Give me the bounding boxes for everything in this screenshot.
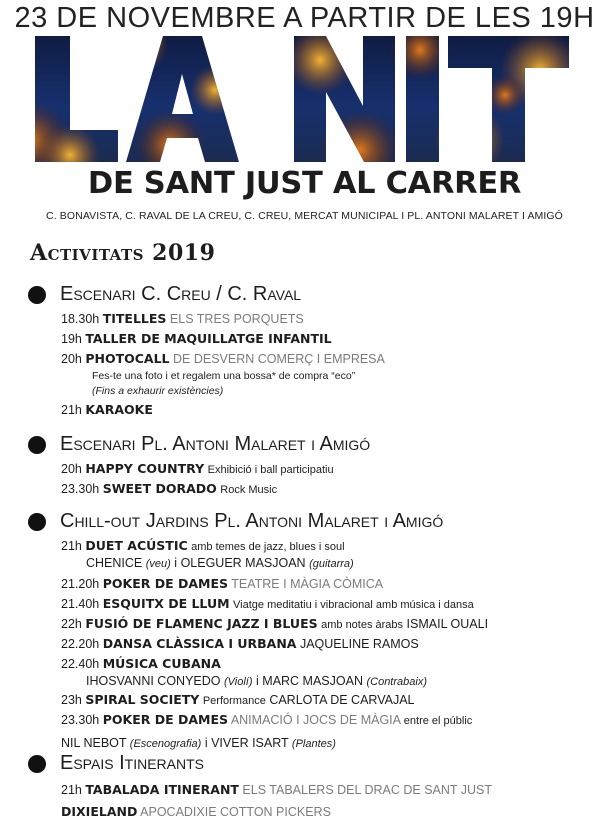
title-la-nit [0, 30, 609, 168]
stage-name: Chill-out Jardins Pl. Antoni Malaret i Amigó [60, 510, 444, 532]
photocall-note-sub: (Fins a exhaurir existències) [92, 385, 224, 397]
photocall-note: Fes-te una foto i et regalem una bossa* de compra “eco” [92, 370, 356, 382]
streets-line: C. BONAVISTA, C. RAVAL DE LA CREU, C. CREU, MERCAT MUNICIPAL I PL. ANTONI MALARET I AMIGÓ [46, 210, 563, 222]
stage-name: Escenari Pl. Antoni Malaret i Amigó [60, 433, 371, 455]
performers-row: IHOSVANNI CONYEDO (Violí) i MARC MASJOAN (Contrabaix) [86, 674, 427, 688]
event-row: DIXIELAND APOCADIXIE COTTON PICKERS [61, 804, 331, 819]
event-row: 23.30h POKER DE DAMES ANIMACIÓ I JOCS DE MÀGIA entre el públic [61, 712, 473, 727]
stage-name: Espais Itinerants [60, 752, 204, 774]
stage-itinerants [28, 752, 204, 775]
event-row: 22.20h DANSA CLÀSSICA I URBANA JAQUELINE RAMOS [61, 636, 419, 651]
event-row: 18.30h TITELLES ELS TRES PORQUETS [61, 311, 304, 326]
date-line: 23 DE NOVEMBRE A PARTIR DE LES 19H [14, 2, 595, 34]
activities-heading: Activitats 2019 [30, 240, 216, 266]
event-row: 21h DUET ACÚSTIC amb temes de jazz, blues i soul [61, 538, 345, 553]
bullet-dot [28, 513, 46, 531]
event-row: 23h SPIRAL SOCIETY Performance CARLOTA DE CARVAJAL [61, 692, 415, 707]
stage-malaret [28, 433, 370, 456]
credits-row: NIL NEBOT (Escenografia) i VIVER ISART (Plantes) [61, 736, 336, 750]
subtitle: DE SANT JUST AL CARRER [87, 166, 522, 201]
event-row: 19h TALLER DE MAQUILLATGE INFANTIL [61, 331, 332, 346]
event-row: 21.20h POKER DE DAMES TEATRE I MÀGIA CÒMICA [61, 576, 384, 591]
stage-name: Escenari C. Creu / C. Raval [60, 283, 302, 305]
event-row: 21h TABALADA ITINERANT ELS TABALERS DEL DRAC DE SANT JUST [61, 782, 493, 797]
bullet-dot [28, 755, 46, 773]
event-row: 23.30h SWEET DORADO Rock Music [61, 481, 278, 496]
bullet-dot [28, 436, 46, 454]
event-row: 20h HAPPY COUNTRY Exhibició i ball participatiu [61, 461, 334, 476]
event-row: 21h KARAOKE [61, 402, 153, 417]
stage-chill-out [28, 510, 443, 533]
event-row: 22h FUSIÓ DE FLAMENC JAZZ I BLUES amb notes àrabs ISMAIL OUALI [61, 616, 489, 631]
event-row: 20h PHOTOCALL DE DESVERN COMERÇ I EMPRESA [61, 351, 385, 366]
event-row: 22.40h MÚSICA CUBANA [61, 656, 221, 671]
performers-row: CHENICE (veu) i OLEGUER MASJOAN (guitarra) [86, 556, 354, 570]
bullet-dot [28, 286, 46, 304]
event-row: 21.40h ESQUITX DE LLUM Viatge meditatiu i vibracional amb música i dansa [61, 596, 474, 611]
stage-creu-raval [28, 283, 301, 306]
